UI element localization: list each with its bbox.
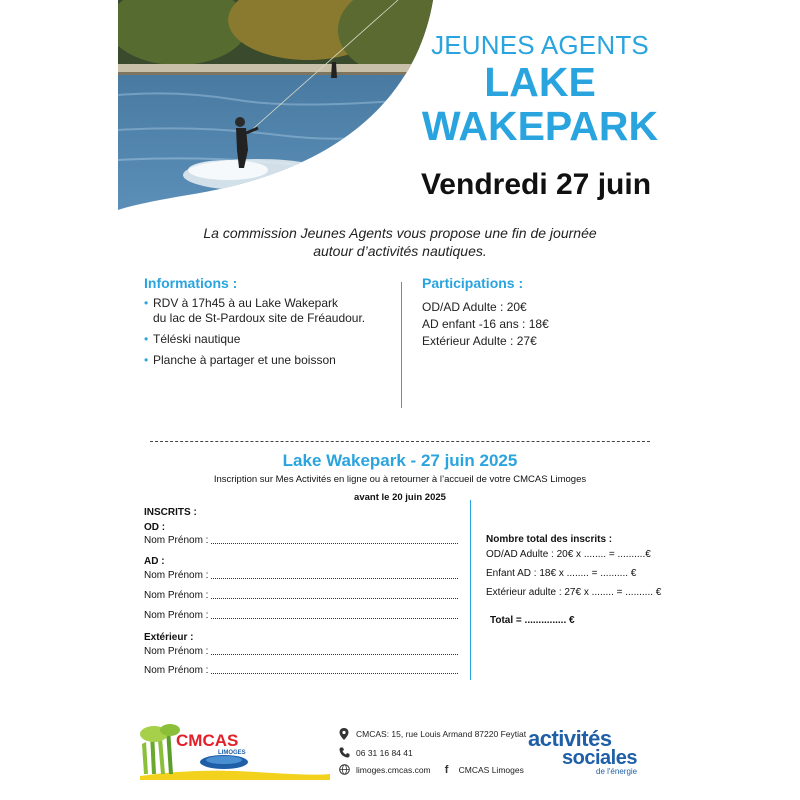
intro-line-1: La commission Jeunes Agents vous propose une fin de journée xyxy=(203,225,597,241)
total-exterieur[interactable]: Extérieur adulte : 27€ x ........ = .......... € xyxy=(486,587,662,598)
form-divider xyxy=(470,500,471,680)
form-deadline: avant le 20 juin 2025 xyxy=(354,492,446,503)
phone-text: 06 31 16 84 41 xyxy=(356,748,413,758)
bullet-icon: • xyxy=(144,332,149,346)
name-label: Nom Prénom : xyxy=(144,646,209,657)
phone-icon xyxy=(338,747,350,759)
name-line[interactable] xyxy=(211,590,458,599)
participations-title: Participations : xyxy=(422,275,524,291)
name-line[interactable] xyxy=(211,665,458,674)
name-line[interactable] xyxy=(211,646,458,655)
name-field-ad-2[interactable] xyxy=(144,590,458,601)
event-date: Vendredi 27 juin xyxy=(420,168,652,201)
form-title: Lake Wakepark - 27 juin 2025 xyxy=(282,451,518,470)
bullet-icon: • xyxy=(144,296,149,310)
activites-sociales-logo xyxy=(528,724,660,776)
name-field-ext-2[interactable] xyxy=(144,665,458,676)
bullet-icon: • xyxy=(144,353,149,367)
title-jeunes-agents: JEUNES AGENTS xyxy=(431,30,649,60)
total-enfant[interactable]: Enfant AD : 18€ x ........ = .......... € xyxy=(486,568,637,579)
totals-title: Nombre total des inscrits : xyxy=(486,534,613,545)
info-item xyxy=(144,353,394,368)
cmcas-logo-sub: LIMOGES xyxy=(218,750,246,756)
exterieur-label: Extérieur : xyxy=(144,632,194,643)
name-label: Nom Prénom : xyxy=(144,610,209,621)
info-item-line: Téléski nautique xyxy=(153,332,241,346)
form-subtitle: Inscription sur Mes Activités en ligne ou à retourner à l’accueil de votre CMCAS Limoges xyxy=(213,474,587,485)
facebook-icon: f xyxy=(444,764,449,776)
as-logo-line3: de l'énergie xyxy=(596,767,638,776)
cut-line xyxy=(150,441,650,442)
name-field-ad-3[interactable] xyxy=(144,610,458,621)
globe-icon xyxy=(338,764,350,776)
name-label: Nom Prénom : xyxy=(144,570,209,581)
informations-title: Informations : xyxy=(144,275,238,291)
info-item-line: Planche à partager et une boisson xyxy=(153,353,336,367)
title-wakepark: WAKEPARK xyxy=(421,103,659,149)
contact-address xyxy=(338,728,526,740)
name-line[interactable] xyxy=(211,610,458,619)
name-label: Nom Prénom : xyxy=(144,590,209,601)
contact-phone xyxy=(338,747,413,759)
info-item-line: du lac de St-Pardoux site de Fréaudour. xyxy=(153,311,366,325)
location-pin-icon xyxy=(338,728,350,740)
info-item xyxy=(144,296,394,326)
od-label: OD : xyxy=(144,522,166,533)
cmcas-logo xyxy=(136,724,332,782)
name-field-ad-1[interactable] xyxy=(144,570,458,581)
price-item: AD enfant -16 ans : 18€ xyxy=(422,317,549,331)
informations-list xyxy=(144,296,394,374)
grand-total[interactable]: Total = ............... € xyxy=(490,615,575,626)
ad-label: AD : xyxy=(144,556,165,567)
as-logo-line1: activités xyxy=(528,726,612,751)
contact-web[interactable] xyxy=(338,764,524,776)
name-label: Nom Prénom : xyxy=(144,535,209,546)
total-od[interactable]: OD/AD Adulte : 20€ x ........ = ..........€ xyxy=(486,549,651,560)
wakeboard-photo xyxy=(118,0,433,210)
inscrits-label: INSCRITS : xyxy=(144,507,197,518)
price-item: OD/AD Adulte : 20€ xyxy=(422,300,527,314)
cmcas-logo-text: CMCAS xyxy=(176,731,239,750)
name-label: Nom Prénom : xyxy=(144,665,209,676)
name-line[interactable] xyxy=(211,570,458,579)
section-divider xyxy=(401,282,402,408)
info-item xyxy=(144,332,394,347)
name-line[interactable] xyxy=(211,535,458,544)
intro-line-2: autour d’activités nautiques. xyxy=(313,243,487,259)
title-lake-wakepark xyxy=(420,60,660,148)
address-text: CMCAS: 15, rue Louis Armand 87220 Feytiat xyxy=(356,729,527,739)
participations-list xyxy=(422,299,622,350)
facebook-link[interactable]: CMCAS Limoges xyxy=(458,765,524,775)
name-field-ext-1[interactable] xyxy=(144,646,458,657)
name-field-od[interactable] xyxy=(144,535,458,546)
info-item-line: RDV à 17h45 à au Lake Wakepark xyxy=(153,296,338,310)
price-item: Extérieur Adulte : 27€ xyxy=(422,334,537,348)
intro-text xyxy=(180,224,620,260)
title-lake: LAKE xyxy=(484,59,596,105)
as-logo-line2: sociales xyxy=(562,747,637,769)
website-link[interactable]: limoges.cmcas.com xyxy=(356,765,431,775)
